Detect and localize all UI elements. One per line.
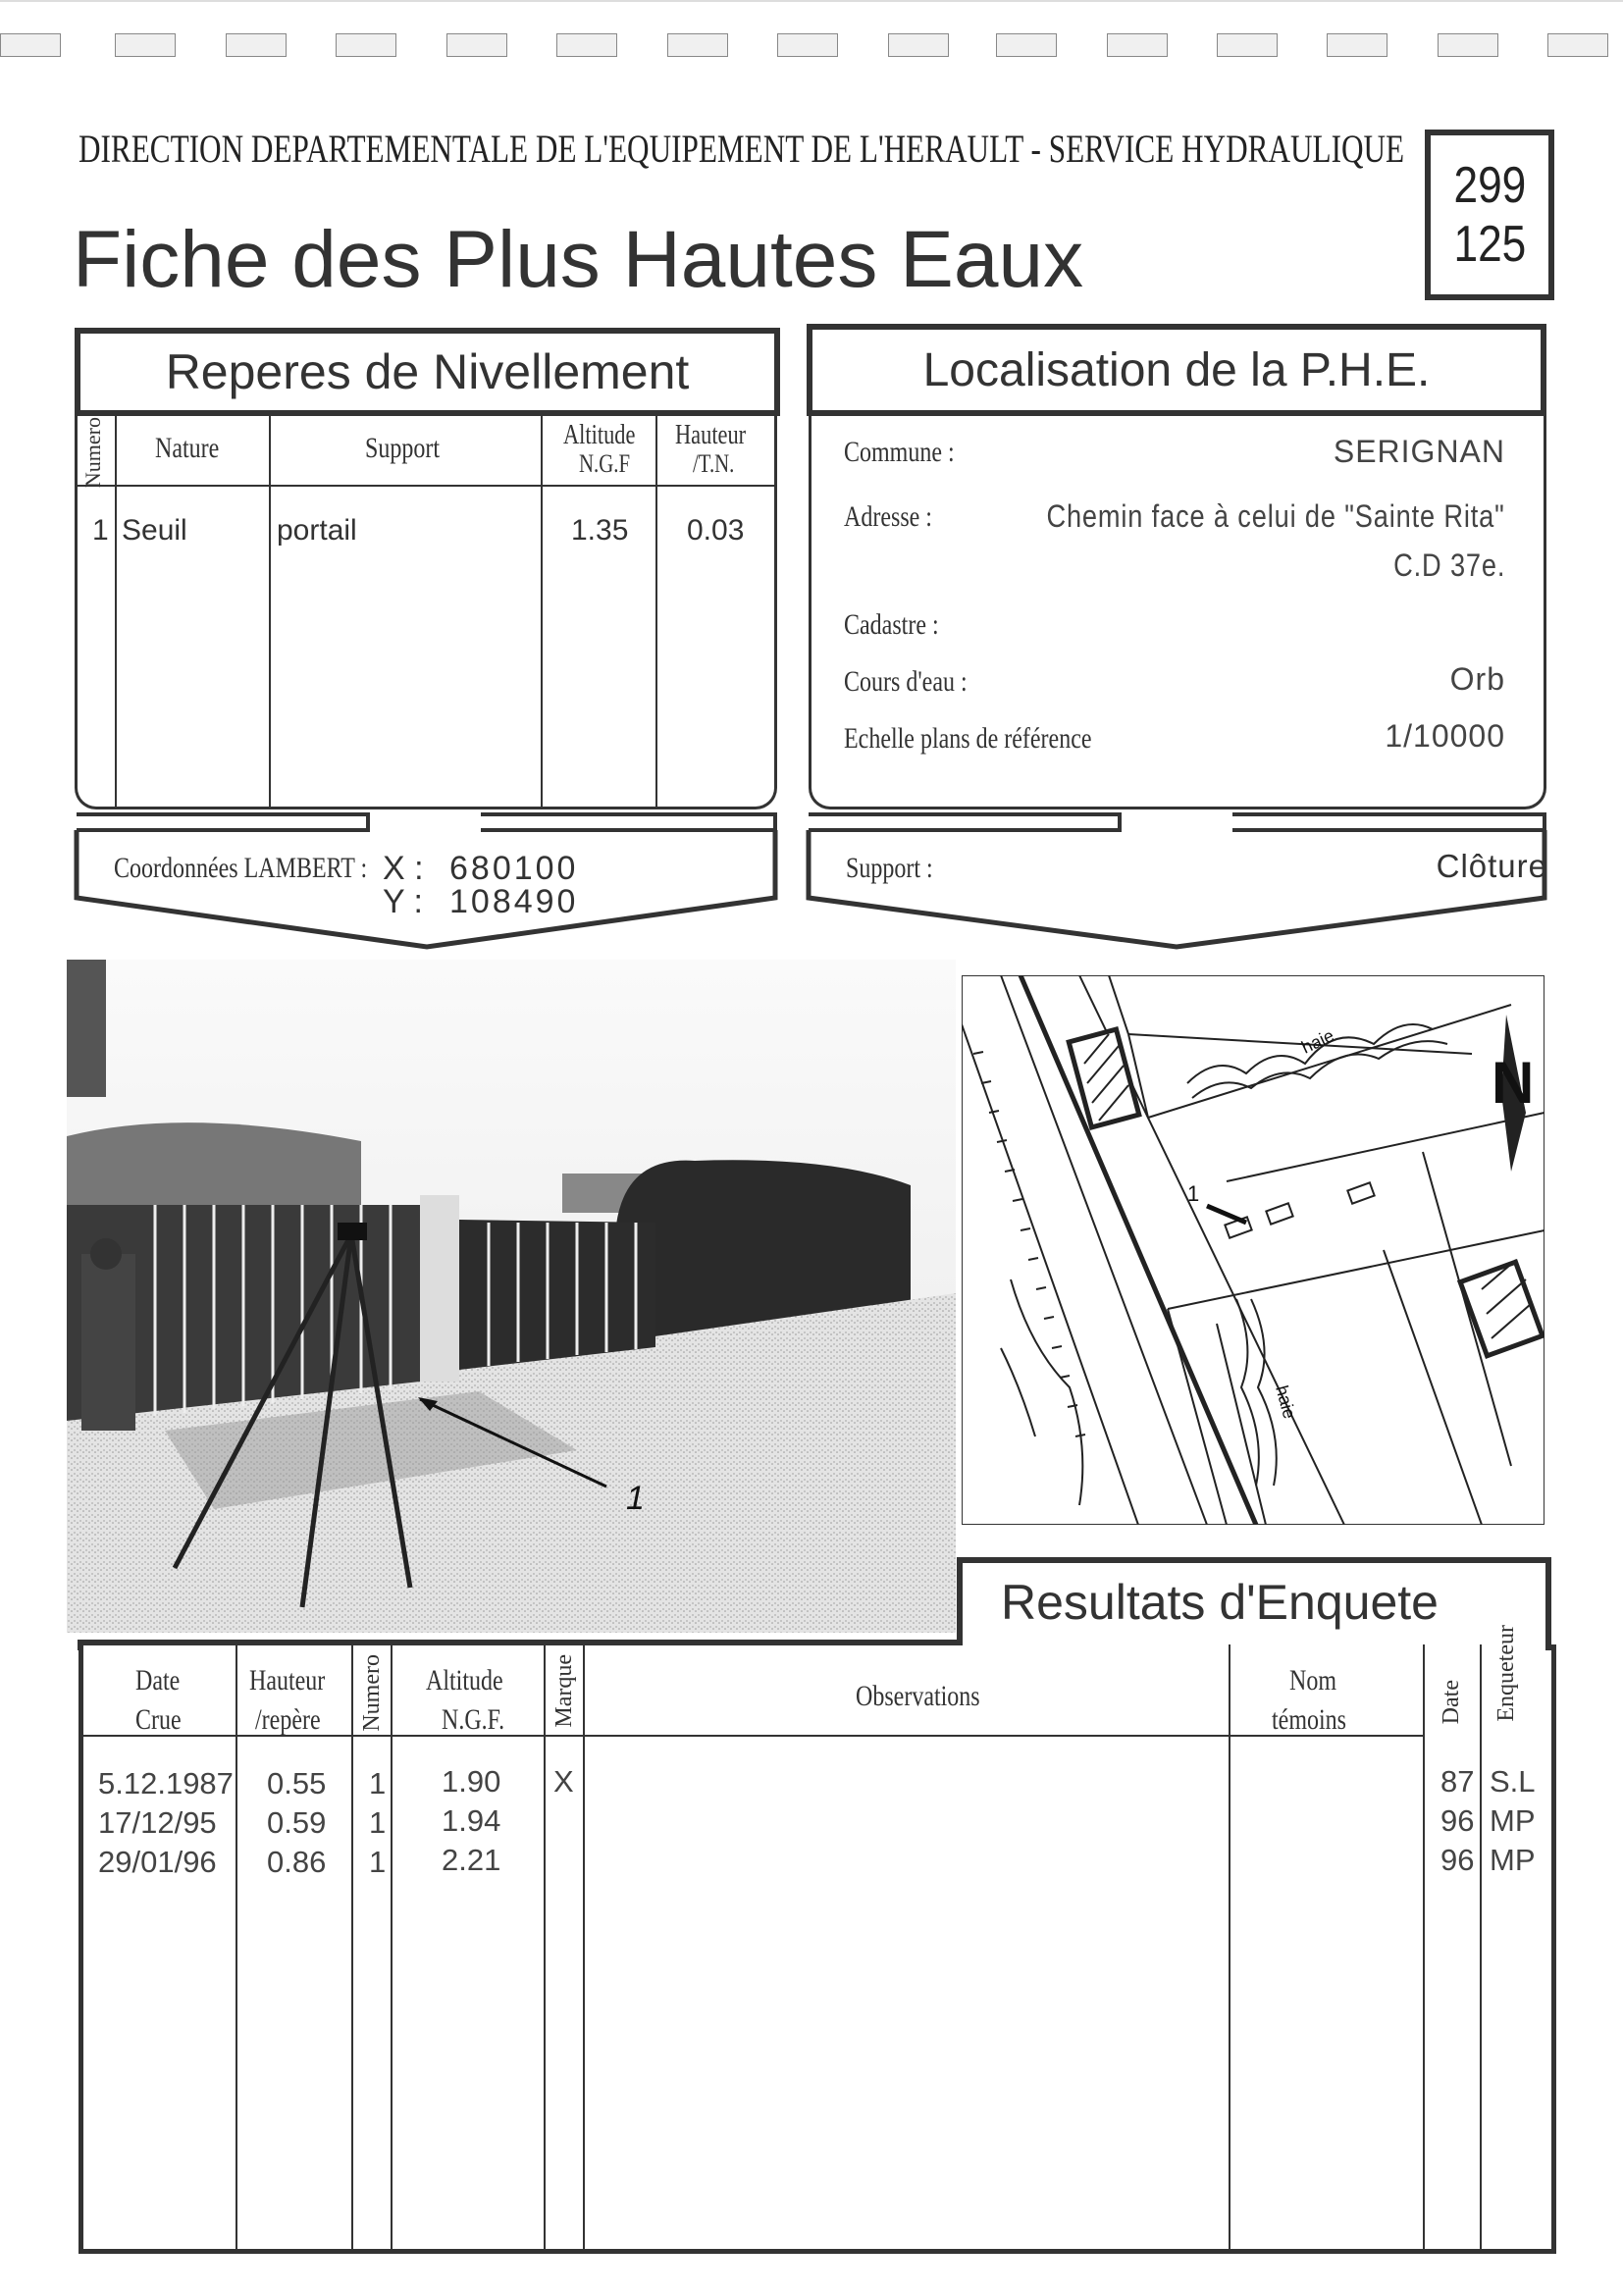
binder-hole	[777, 33, 838, 57]
reperes-col-support: Support	[365, 432, 441, 464]
hedge-label-top: haie	[1298, 1025, 1337, 1058]
resultats-col-divider	[1480, 1644, 1482, 2249]
reperes-col-divider	[655, 410, 657, 808]
resultats-row-date: 17/12/95	[98, 1805, 217, 1840]
reperes-col-hauteur-unit: /T.N.	[693, 449, 735, 478]
binder-hole	[1547, 33, 1608, 57]
resultats-col-divider	[236, 1644, 237, 2249]
resultats-col-divider	[1423, 1644, 1425, 2249]
reperes-col-divider	[269, 410, 271, 808]
page-top-edge	[0, 0, 1623, 2]
resultats-row-enqueteur: S.L	[1490, 1764, 1536, 1799]
binder-hole	[556, 33, 617, 57]
resultats-row-annee: 96	[1440, 1843, 1475, 1877]
lambert-x-label: X :	[383, 850, 424, 887]
resultats-col-divider	[583, 1644, 585, 2249]
cours-eau-label: Cours d'eau :	[844, 665, 968, 698]
hedge-label-bottom: haie	[1272, 1383, 1300, 1421]
resultats-row-annee: 87	[1440, 1764, 1475, 1799]
binder-hole	[667, 33, 728, 57]
resultats-col-hauteur: Hauteur	[249, 1664, 326, 1696]
sheet-id-top: 299	[1453, 157, 1526, 214]
binder-hole	[1217, 33, 1278, 57]
site-photo	[67, 960, 956, 1633]
resultats-col-date: Date	[135, 1664, 181, 1696]
binder-hole	[1327, 33, 1387, 57]
reperes-col-divider	[115, 410, 117, 808]
adresse-label: Adresse :	[844, 500, 932, 533]
resultats-col-temoins: témoins	[1272, 1703, 1346, 1736]
resultats-col-nom: Nom	[1289, 1664, 1336, 1696]
reperes-col-divider	[541, 410, 543, 808]
resultats-row-enqueteur: MP	[1490, 1843, 1536, 1877]
lambert-y-label: Y :	[383, 883, 423, 920]
binder-hole	[446, 33, 507, 57]
resultats-col-divider	[544, 1644, 546, 2249]
resultats-row-altitude: 2.21	[442, 1843, 501, 1877]
lambert-label: Coordonnées LAMBERT :	[114, 852, 368, 884]
adresse-value-line1: Chemin face à celui de "Sainte Rita"	[1046, 498, 1505, 534]
resultats-col-date-enquete: Date	[1439, 1680, 1464, 1725]
resultats-col-divider	[351, 1644, 353, 2249]
resultats-col-enqueteur: Enqueteur	[1493, 1625, 1519, 1722]
resultats-col-marque: Marque	[551, 1654, 577, 1728]
resultats-col-altitude-ngf: N.G.F.	[442, 1703, 505, 1736]
resultats-col-divider	[391, 1644, 393, 2249]
location-map	[962, 975, 1544, 1525]
resultats-col-numero: Numero	[359, 1654, 385, 1732]
resultats-col-altitude: Altitude	[426, 1664, 503, 1696]
cours-eau-value: Orb	[1449, 661, 1505, 697]
reperes-col-hauteur: Hauteur	[675, 420, 747, 450]
resultats-row-enqueteur: MP	[1490, 1803, 1536, 1838]
reperes-title: Reperes de Nivellement	[75, 328, 780, 416]
reperes-col-altitude-unit: N.G.F	[579, 449, 631, 478]
binder-hole	[115, 33, 176, 57]
binder-hole	[336, 33, 396, 57]
resultats-row-annee: 96	[1440, 1803, 1475, 1838]
resultats-row-hauteur: 0.86	[267, 1845, 327, 1879]
reperes-col-nature: Nature	[155, 432, 220, 464]
lambert-y-value: 108490	[449, 883, 579, 920]
department-header: DIRECTION DEPARTEMENTALE DE L'EQUIPEMENT DE L'HERAULT - SERVICE HYDRAULIQUE	[79, 127, 1405, 171]
resultats-col-date-crue: Crue	[135, 1703, 182, 1736]
resultats-row-marque: X	[553, 1764, 574, 1799]
support-value: Clôture	[1436, 848, 1547, 884]
binder-hole	[888, 33, 949, 57]
resultats-row-date: 29/01/96	[98, 1845, 217, 1879]
resultats-row-date: 5.12.1987	[98, 1766, 234, 1800]
binder-hole	[996, 33, 1057, 57]
resultats-col-hauteur-repere: /repère	[255, 1703, 321, 1736]
reperes-row-support: portail	[277, 514, 357, 547]
binder-hole	[0, 33, 61, 57]
localisation-title: Localisation de la P.H.E.	[807, 324, 1546, 416]
echelle-value: 1/10000	[1385, 718, 1505, 754]
photo-marker-label: 1	[626, 1480, 645, 1517]
resultats-row-altitude: 1.94	[442, 1803, 501, 1838]
reperes-row-nature: Seuil	[122, 514, 187, 547]
reperes-row-numero: 1	[92, 514, 109, 547]
cadastre-label: Cadastre :	[844, 608, 939, 641]
resultats-row-hauteur: 0.55	[267, 1766, 327, 1800]
resultats-row-numero: 1	[369, 1845, 387, 1879]
resultats-col-divider	[1229, 1644, 1230, 2249]
adresse-value-line2: C.D 37e.	[1392, 548, 1505, 583]
resultats-row-numero: 1	[369, 1805, 387, 1840]
reperes-col-numero: Numero	[80, 417, 105, 489]
echelle-label: Echelle plans de référence	[844, 722, 1092, 755]
resultats-row-hauteur: 0.59	[267, 1805, 327, 1840]
resultats-row-altitude: 1.90	[442, 1764, 501, 1799]
map-marker-label: 1	[1187, 1181, 1200, 1206]
lambert-x-value: 680100	[449, 850, 579, 887]
binder-hole	[1438, 33, 1498, 57]
binder-hole	[226, 33, 287, 57]
resultats-title: Resultats d'Enquete	[1001, 1575, 1439, 1630]
support-label: Support :	[846, 852, 933, 884]
binder-hole	[1107, 33, 1168, 57]
reperes-header-divider	[75, 485, 774, 487]
page-title: Fiche des Plus Hautes Eaux	[73, 215, 1084, 304]
reperes-col-altitude: Altitude	[563, 420, 636, 450]
reperes-row-altitude: 1.35	[571, 514, 629, 547]
commune-value: SERIGNAN	[1333, 434, 1505, 469]
sheet-id-bottom: 125	[1453, 216, 1526, 273]
north-arrow-label: N	[1492, 1050, 1535, 1116]
binder-holes	[0, 33, 1623, 63]
reperes-row-hauteur: 0.03	[687, 514, 745, 547]
resultats-col-observations: Observations	[856, 1680, 980, 1712]
resultats-row-numero: 1	[369, 1766, 387, 1800]
commune-label: Commune :	[844, 436, 955, 468]
sheet-id-box	[1425, 130, 1554, 300]
